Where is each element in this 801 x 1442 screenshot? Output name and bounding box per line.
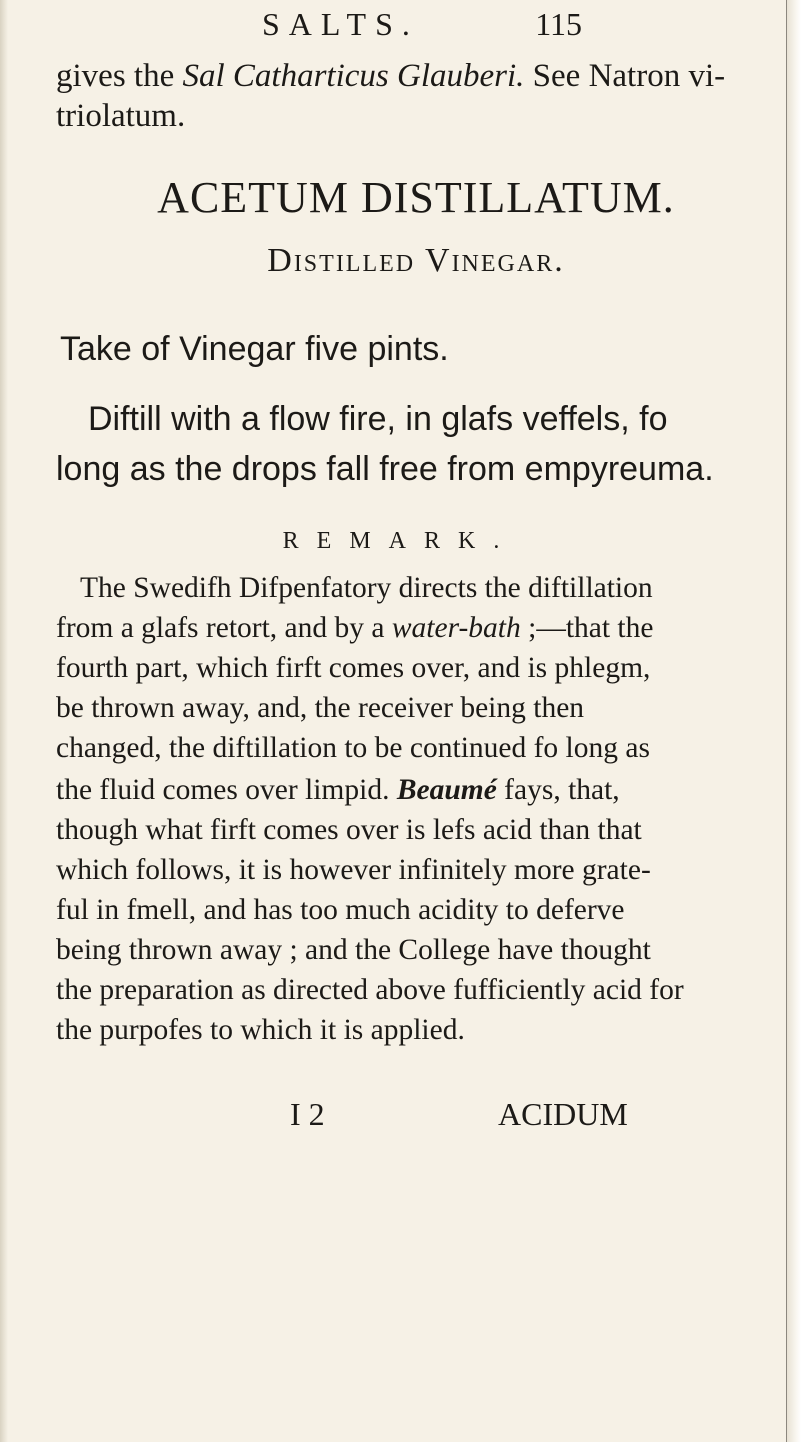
intro-text-end: See Natron vi-: [524, 58, 726, 94]
page-number: 115: [535, 6, 582, 42]
remark-line: [56, 854, 801, 887]
intro-italic: Sal Catharticus Glauberi.: [182, 58, 525, 94]
remark-line: [80, 572, 801, 605]
remark-text: ful in fmell, and has too much acidity to deferve: [56, 894, 625, 926]
recipe-line-2: Diftill with a flow fire, in glafs veffels, fo: [88, 400, 668, 438]
running-title: SALTS.: [262, 6, 419, 42]
remark-line: [56, 814, 801, 847]
running-head: [262, 6, 582, 50]
remark-text: the preparation as directed above fufficiently acid for: [56, 974, 684, 1006]
remark-text: ;—that the: [520, 612, 654, 644]
intro-line-2: triolatum.: [56, 98, 186, 134]
remark-line: [56, 732, 801, 765]
remark-text: fourth part, which firft comes over, and is phlegm,: [56, 652, 651, 684]
remark-text: fays, that,: [496, 774, 620, 806]
remark-line: [56, 974, 801, 1007]
remark-text: the fluid comes over limpid.: [56, 774, 397, 806]
remark-heading: REMARK.: [282, 528, 518, 554]
remark-text: though what firft comes over is lefs acid than that: [56, 814, 642, 846]
remark-line: [56, 934, 801, 967]
section-subheading: Distilled Vinegar.: [267, 242, 565, 279]
remark-line: [56, 894, 801, 927]
remark-line: [56, 652, 801, 685]
remark-line: [56, 774, 801, 807]
remark-italic: Beaumé: [396, 774, 497, 806]
remark-text: from a glafs retort, and by a: [56, 612, 392, 644]
remark-text: the purpofes to which it is applied.: [56, 1014, 465, 1046]
remark-text: be thrown away, and, the receiver being then: [56, 692, 585, 724]
remark-text: which follows, it is however infinitely more grate-: [56, 854, 651, 886]
remark-line: [56, 1014, 801, 1047]
remark-line: [56, 612, 801, 645]
remark-line: [56, 692, 801, 725]
intro-text: gives the: [56, 58, 183, 94]
recipe-line-3: long as the drops fall free from empyreuma.: [56, 450, 714, 488]
page-gutter: [0, 0, 8, 1442]
recipe-line-1: Take of Vinegar five pints.: [60, 330, 449, 368]
signature-mark: I 2: [290, 1096, 325, 1132]
remark-italic: water-bath: [391, 612, 521, 644]
remark-text: being thrown away ; and the College have thought: [56, 934, 651, 966]
section-heading: ACETUM DISTILLATUM.: [157, 173, 675, 222]
intro-line-1: [56, 58, 801, 95]
remark-text: changed, the diftillation to be continued fo long as: [56, 732, 650, 764]
catchword: ACIDUM: [498, 1096, 628, 1132]
remark-text: The Swedifh Difpenfatory directs the diftillation: [80, 572, 653, 604]
